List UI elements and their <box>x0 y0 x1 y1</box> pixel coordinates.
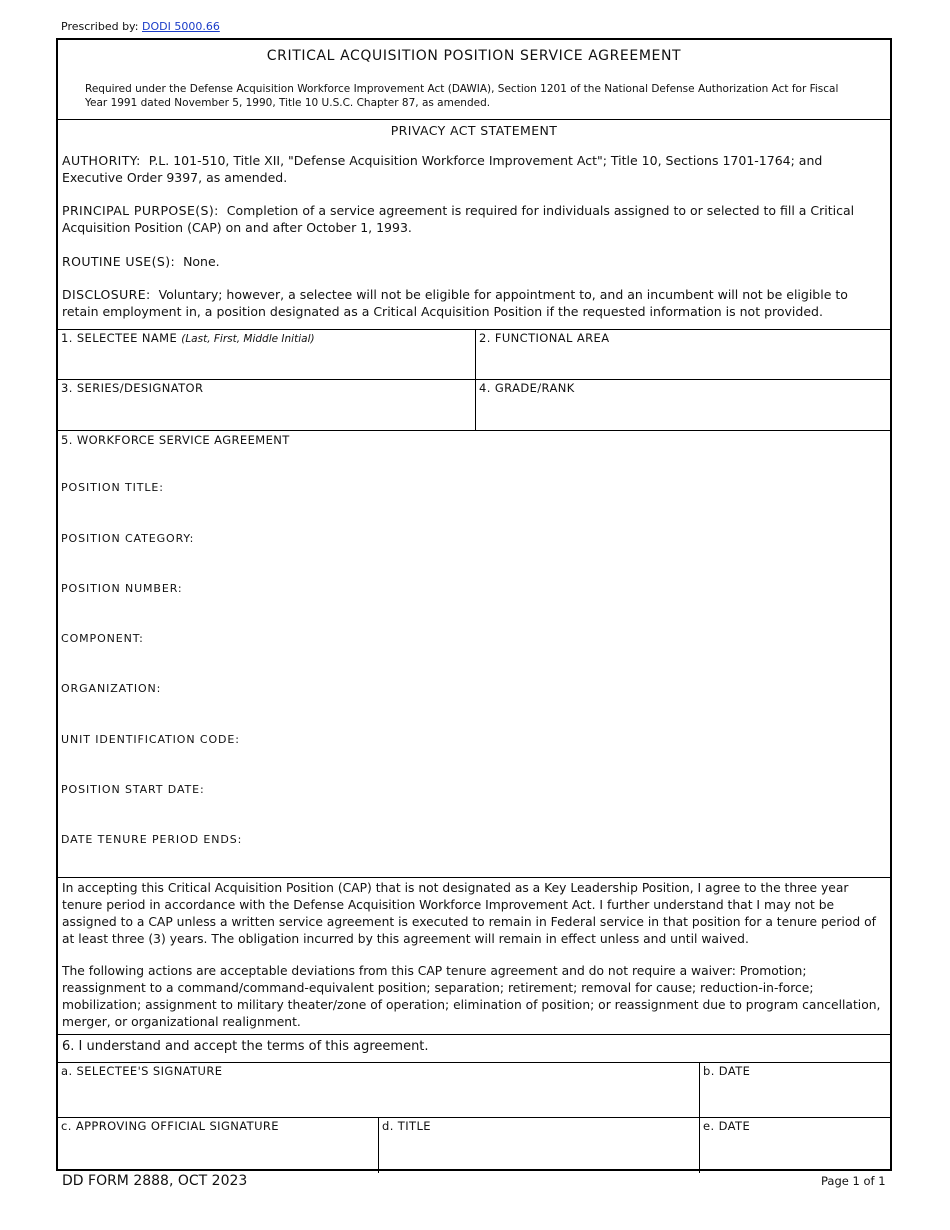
selectee-date-field[interactable] <box>700 1062 890 1117</box>
title-field[interactable] <box>379 1117 699 1173</box>
unit-identification-code-field[interactable]: UNIT IDENTIFICATION CODE: <box>61 733 240 746</box>
selectee-name-label: 1. SELECTEE NAME (Last, First, Middle Initial) <box>61 331 315 345</box>
section6-heading: 6. I understand and accept the terms of this agreement. <box>62 1039 429 1054</box>
title-label: d. TITLE <box>382 1119 431 1133</box>
position-number-field[interactable]: POSITION NUMBER: <box>61 582 183 595</box>
disclosure-paragraph <box>62 286 882 320</box>
approving-official-signature-label: c. APPROVING OFFICIAL SIGNATURE <box>61 1119 279 1133</box>
page-number: Page 1 of 1 <box>821 1174 886 1188</box>
form-title: CRITICAL ACQUISITION POSITION SERVICE AGREEMENT <box>266 48 682 64</box>
disclosure-text: Voluntary; however, a selectee will not be eligible for appointment to, and an incumbent will not be eligible to retain employment in, a position designated as a Critical Acquisition Position if the requested information is not provided. <box>62 287 848 319</box>
form-subtitle: Required under the Defense Acquisition Workforce Improvement Act (DAWIA), Section 1201 of the National Defense Authorization Act for Fiscal Year 1991 dated November 5, 1990, Title 10 U.S.C. Chapter 87, as amended. <box>85 83 839 109</box>
dodi-link[interactable]: DODI 5000.66 <box>141 20 220 33</box>
date-tenure-period-ends-field[interactable]: DATE TENURE PERIOD ENDS: <box>61 833 243 846</box>
selectee-date-label: b. DATE <box>703 1064 751 1078</box>
routine-use-label: ROUTINE USE(S): <box>62 254 176 269</box>
prescribed-label: Prescribed by: <box>61 20 139 33</box>
prescribed-by <box>61 20 220 33</box>
selectee-signature-field[interactable] <box>58 1062 699 1117</box>
disclosure-label: DISCLOSURE: <box>62 287 151 302</box>
functional-area-label: 2. FUNCTIONAL AREA <box>479 331 610 345</box>
routine-use-paragraph <box>62 253 882 270</box>
authority-text: P.L. 101-510, Title XII, "Defense Acquisition Workforce Improvement Act"; Title 10, Sections 1701-1764; and Executive Order 9397, as amended. <box>62 153 823 185</box>
form-body <box>56 38 892 1171</box>
authority-paragraph <box>62 152 882 186</box>
divider <box>58 119 890 120</box>
approving-date-field[interactable] <box>700 1117 890 1173</box>
selectee-name-hint: (Last, First, Middle Initial) <box>181 333 315 345</box>
selectee-name-field[interactable] <box>58 329 475 379</box>
approving-date-label: e. DATE <box>703 1119 751 1133</box>
wsa-heading: 5. WORKFORCE SERVICE AGREEMENT <box>61 433 290 447</box>
series-designator-field[interactable] <box>58 379 475 429</box>
purpose-label: PRINCIPAL PURPOSE(S): <box>62 203 219 218</box>
functional-area-field[interactable] <box>476 329 890 379</box>
agreement-paragraph-2: The following actions are acceptable deviations from this CAP tenure agreement and do not require a waiver: Promotion; reassignment to a command/command-equivalent position; separation; retirement; removal for cause; reduction-in-force; mobilization; assignment to military theater/zone of operation; elimination of position; or reassignment due to program cancellation, merger, or organizational realignment. <box>62 964 881 1029</box>
organization-field[interactable]: ORGANIZATION: <box>61 682 162 695</box>
approving-official-signature-field[interactable] <box>58 1117 378 1173</box>
position-title-field[interactable]: POSITION TITLE: <box>61 481 164 494</box>
divider <box>58 430 890 431</box>
selectee-signature-label: a. SELECTEE'S SIGNATURE <box>61 1064 223 1078</box>
divider <box>58 877 890 878</box>
routine-use-text: None. <box>183 254 220 269</box>
privacy-act-heading: PRIVACY ACT STATEMENT <box>390 123 558 138</box>
component-field[interactable]: COMPONENT: <box>61 632 144 645</box>
purpose-paragraph <box>62 202 882 236</box>
divider <box>58 1034 890 1035</box>
series-designator-label: 3. SERIES/DESIGNATOR <box>61 381 204 395</box>
grade-rank-label: 4. GRADE/RANK <box>479 381 575 395</box>
authority-label: AUTHORITY: <box>62 153 141 168</box>
agreement-paragraph-1: In accepting this Critical Acquisition Position (CAP) that is not designated as a Key Leadership Position, I agree to the three year tenure period in accordance with the Defense Acquisition Workforce Improvement Act. I further understand that I may not be assigned to a CAP unless a written service agreement is executed to remain in Federal service in that position for a tenure period of at least three (3) years. The obligation incurred by this agreement will remain in effect unless and until waived. <box>62 881 876 946</box>
position-start-date-field[interactable]: POSITION START DATE: <box>61 783 205 796</box>
purpose-text: Completion of a service agreement is required for individuals assigned to or selected to fill a Critical Acquisition Position (CAP) on and after October 1, 1993. <box>62 203 855 235</box>
form-number: DD FORM 2888, OCT 2023 <box>62 1173 248 1189</box>
position-category-field[interactable]: POSITION CATEGORY: <box>61 532 195 545</box>
grade-rank-field[interactable] <box>476 379 890 429</box>
